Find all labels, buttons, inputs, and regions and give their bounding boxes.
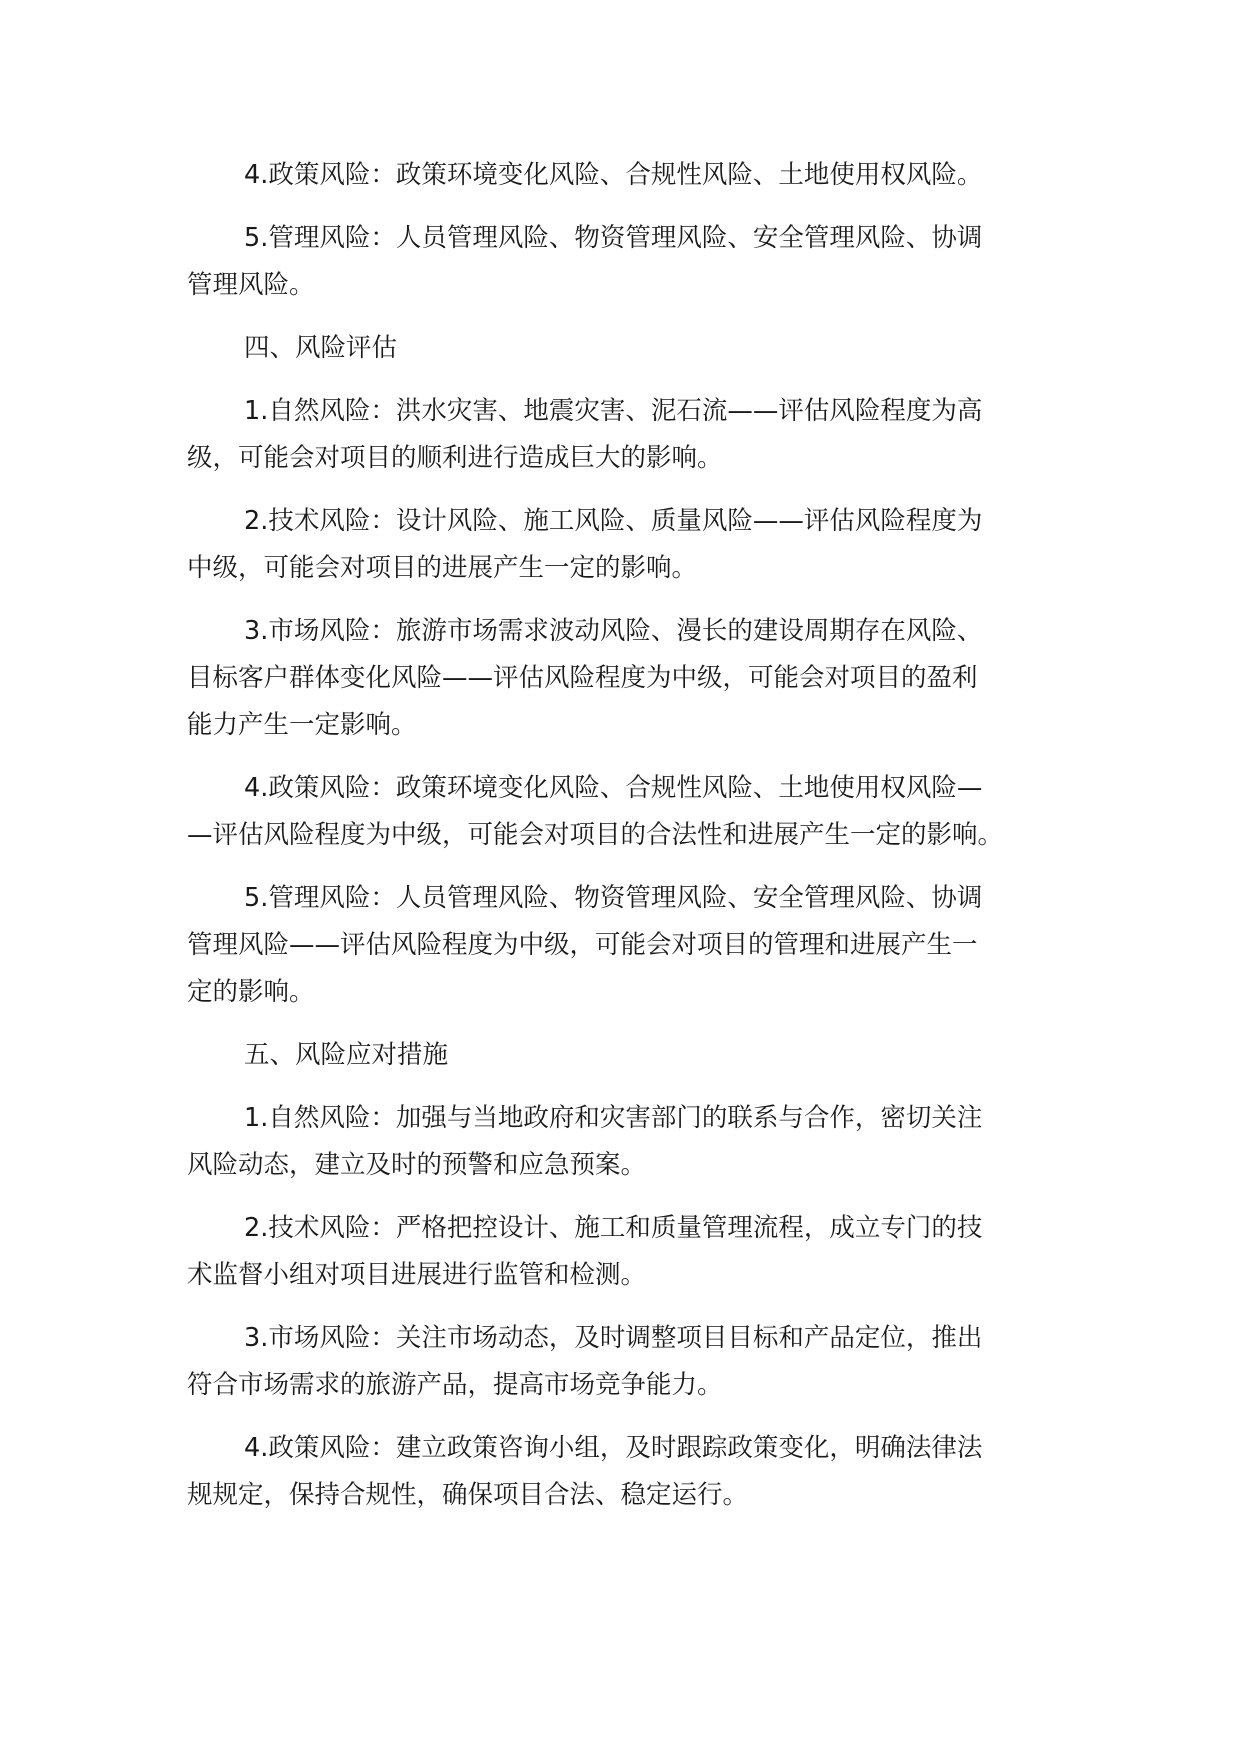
paragraph-line: 3.市场风险：旅游市场需求波动风险、漫长的建设周期存在风险、 <box>244 616 983 646</box>
paragraph-market-risk-assessment <box>187 608 1067 749</box>
paragraph-line: 5.管理风险：人员管理风险、物资管理风险、安全管理风险、协调 <box>244 883 983 913</box>
paragraph-line: 管理风险。 <box>187 270 315 300</box>
section-heading-risk-assessment <box>187 325 1067 372</box>
section-heading-risk-response <box>187 1032 1067 1079</box>
document-body <box>187 152 1067 1535</box>
paragraph-line: 术监督小组对项目进展进行监管和检测。 <box>187 1260 647 1290</box>
paragraph-line: 1.自然风险：洪水灾害、地震灾害、泥石流——评估风险程度为高 <box>244 396 983 426</box>
paragraph-policy-risk <box>187 152 1067 199</box>
paragraph-line: 5.管理风险：人员管理风险、物资管理风险、安全管理风险、协调 <box>244 223 983 253</box>
paragraph-natural-risk-assessment <box>187 388 1067 482</box>
paragraph-line: 符合市场需求的旅游产品，提高市场竞争能力。 <box>187 1370 723 1400</box>
paragraph-market-risk-response <box>187 1315 1067 1409</box>
paragraph-policy-risk-assessment <box>187 765 1067 859</box>
paragraph-line: 2.技术风险：严格把控设计、施工和质量管理流程，成立专门的技 <box>244 1213 983 1243</box>
paragraph-line: 中级，可能会对项目的进展产生一定的影响。 <box>187 553 698 583</box>
paragraph-technical-risk-response <box>187 1205 1067 1299</box>
paragraph-line: 能力产生一定影响。 <box>187 710 417 740</box>
paragraph-line: 目标客户群体变化风险——评估风险程度为中级，可能会对项目的盈利 <box>187 663 978 693</box>
paragraph-line: 1.自然风险：加强与当地政府和灾害部门的联系与合作，密切关注 <box>244 1103 983 1133</box>
paragraph-management-risk <box>187 215 1067 309</box>
paragraph-technical-risk-assessment <box>187 498 1067 592</box>
paragraph-line: 风险动态，建立及时的预警和应急预案。 <box>187 1150 647 1180</box>
paragraph-line: 3.市场风险：关注市场动态，及时调整项目目标和产品定位，推出 <box>244 1323 983 1353</box>
paragraph-policy-risk-response <box>187 1425 1067 1519</box>
paragraph-natural-risk-response <box>187 1095 1067 1189</box>
paragraph-line: 定的影响。 <box>187 977 315 1007</box>
heading-text: 四、风险评估 <box>244 333 398 363</box>
paragraph-line: 4.政策风险：建立政策咨询小组，及时跟踪政策变化，明确法律法 <box>244 1433 983 1463</box>
paragraph-line: 4.政策风险：政策环境变化风险、合规性风险、土地使用权风险— <box>244 773 983 803</box>
paragraph-line: 规规定，保持合规性，确保项目合法、稳定运行。 <box>187 1480 749 1510</box>
heading-text: 五、风险应对措施 <box>244 1040 449 1070</box>
paragraph-management-risk-assessment <box>187 875 1067 1016</box>
paragraph-line: 2.技术风险：设计风险、施工风险、质量风险——评估风险程度为 <box>244 506 983 536</box>
paragraph-line: 级，可能会对项目的顺利进行造成巨大的影响。 <box>187 443 723 473</box>
paragraph-line: —评估风险程度为中级，可能会对项目的合法性和进展产生一定的影响。 <box>187 820 1004 850</box>
paragraph-line: 4.政策风险：政策环境变化风险、合规性风险、土地使用权风险。 <box>244 160 983 190</box>
paragraph-line: 管理风险——评估风险程度为中级，可能会对项目的管理和进展产生一 <box>187 930 978 960</box>
